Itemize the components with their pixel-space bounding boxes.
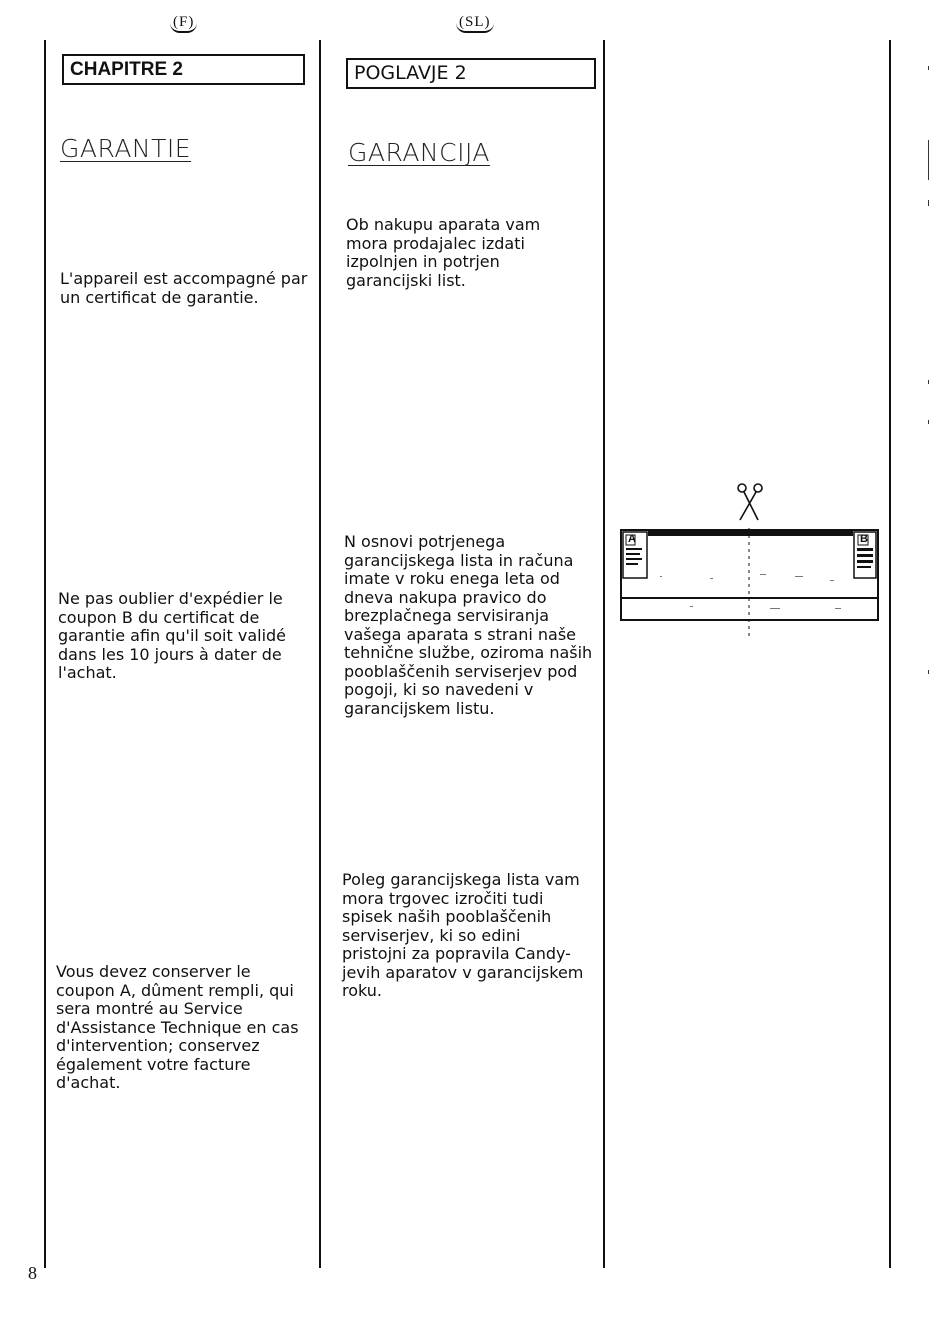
chapter-heading: CHAPITRE 2 [62,54,305,85]
language-mark-sl: (SL) [456,14,494,33]
margin-tick [928,66,929,70]
column-rule-middle-right [603,40,605,1268]
coupon-label-b: B [860,533,868,545]
margin-tick [928,420,929,424]
page-number: 8 [28,1263,37,1283]
coupon-label-a: A [628,533,636,545]
language-mark-fr: (F) [170,14,197,33]
section-title: GARANTIE [60,134,192,163]
margin-tick [928,200,929,206]
paragraph: Poleg garancijskega lista vam mora trgovec izročiti tudi spisek naših pooblaščenih serviserjev, ki so edini pristojni za popravila Candy-jevih aparatov v garancijskem roku. [342,870,584,1000]
coupon-svg [620,478,880,648]
column-rule-right [889,40,891,1268]
margin-tick [928,380,929,384]
paragraph: L'appareil est accompagné par un certificat de garantie. [60,269,308,307]
paragraph: Ne pas oublier d'expédier le coupon B du certificat de garantie afin qu'il soit validé dans les 10 jours à dater de l'achat. [58,589,287,682]
paragraph: Ob nakupu aparata vam mora prodajalec izdati izpolnjen in potrjen garancijski list. [346,215,541,290]
margin-tick [928,140,929,180]
chapter-heading: POGLAVJE 2 [346,58,596,89]
scissors-icon [738,484,762,520]
column-rule-middle-left [319,40,321,1268]
section-title: GARANCIJA [348,138,490,167]
warranty-coupon-illustration [620,478,880,648]
margin-tick [928,670,929,674]
column-rule-left [44,40,46,1268]
paragraph: Vous devez conserver le coupon A, dûment rempli, qui sera montré au Service d'Assistance Technique en cas d'intervention; conservez également votre facture d'achat. [56,962,299,1092]
paragraph: N osnovi potrjenega garancijskega lista in računa imate v roku enega leta od dneva nakupa pravico do brezplačnega servisiranja vašega aparata s strani naše tehnične službe, oziroma naših pooblaščenih serviserjev pod pogoji, ki so navedeni v garancijskem listu. [344,532,593,718]
